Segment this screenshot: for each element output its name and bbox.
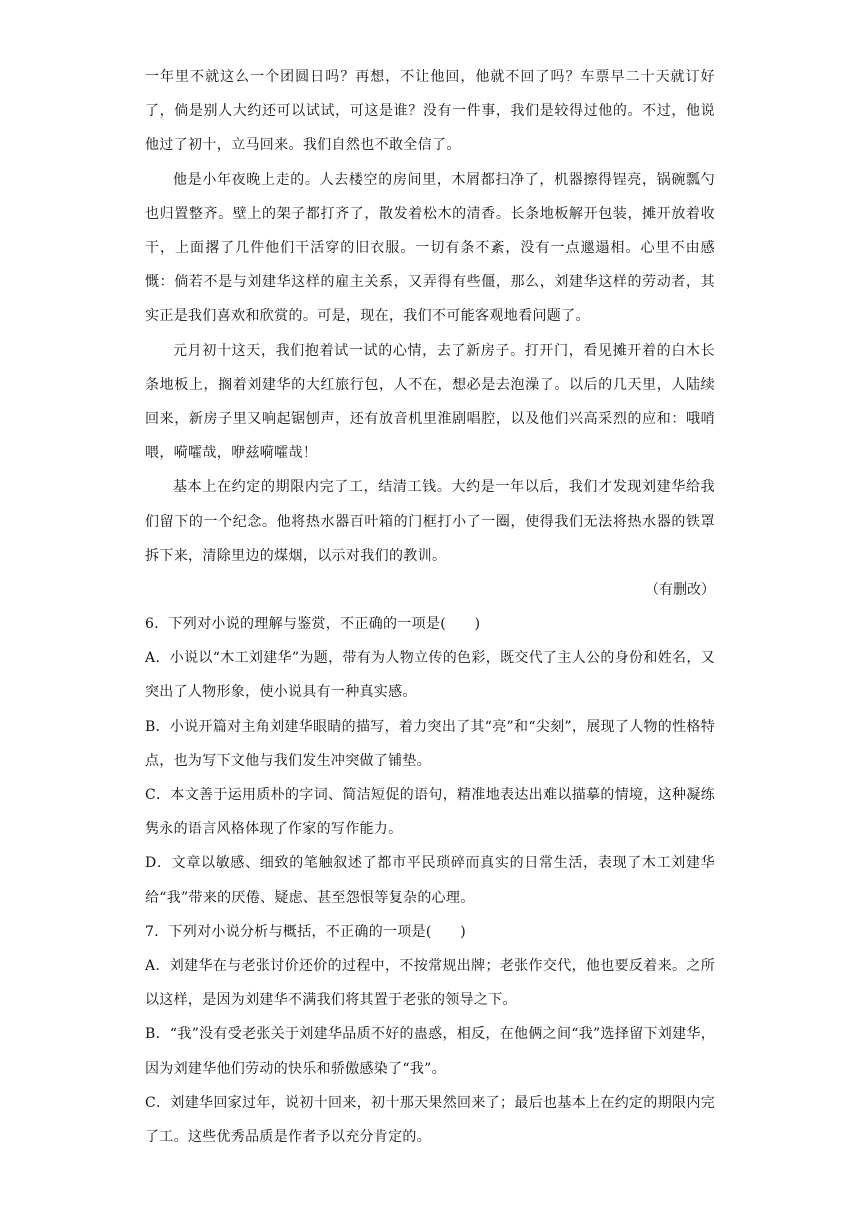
question-6-option-a: A．小说以“木工刘建华”为题，带有为人物立传的色彩，既交代了主人公的身份和姓名，又突出了人物形象，使小说具有一种真实感。 [145,650,715,701]
passage-paragraph-1: 一年里不就这么一个团圆日吗？再想，不让他回，他就不回了吗？车票早二十天就订好了，倘是别人大约还可以试试，可这是谁？没有一件事，我们是较得过他的。不过，他说他过了初十，立马回来。我们自然也不敢全信了。 [145,69,715,154]
passage-paragraph-4: 基本上在约定的期限内完了工，结清工钱。大约是一年以后，我们才发现刘建华给我们留下的一个纪念。他将热水器百叶箱的门框打小了一圈，使得我们无法将热水器的铁罩拆下来，清除里边的煤烟，以示对我们的教训。 [145,479,715,564]
question-7-option-b: B．“我”没有受老张关于刘建华品质不好的蛊惑，相反，在他俩之间“我”选择留下刘建华，因为刘建华他们劳动的快乐和骄傲感染了“我”。 [145,1026,715,1077]
passage-paragraph-2: 他是小年夜晚上走的。人去楼空的房间里，木屑都扫净了，机器擦得锃亮，锅碗瓢勺也归置整齐。壁上的架子都打齐了，散发着松木的清香。长条地板解开包装，摊开放着收干，上面撂了几件他们干活穿的旧衣服。一切有条不紊，没有一点邋遢相。心里不由感慨：倘若不是与刘建华这样的雇主关系，又弄得有些僵，那么，刘建华这样的劳动者，其实正是我们喜欢和欣赏的。可是，现在，我们不可能客观地看问题了。 [145,171,715,325]
question-6-option-b: B．小说开篇对主角刘建华眼睛的描写，着力突出了其“亮”和“尖刻”，展现了人物的性格特点，也为写下文他与我们发生冲突做了铺垫。 [145,718,715,769]
question-7-option-c: C．刘建华回家过年，说初十回来，初十那天果然回来了；最后也基本上在约定的期限内完了工。这些优秀品质是作者予以充分肯定的。 [145,1094,715,1146]
passage-paragraph-3: 元月初十这天，我们抱着试一试的心情，去了新房子。打开门，看见摊开着的白木长条地板上，搁着刘建华的大红旅行包，人不在，想必是去泡澡了。以后的几天里，人陆续回来，新房子里又响起锯刨声，还有放音机里淮剧唱腔，以及他们兴高采烈的应和：哦哨喂，嗬嚯哉，咿兹嗬嚯哉！ [145,342,715,462]
question-6-option-d: D．文章以敏感、细致的笔触叙述了都市平民琐碎而真实的日常生活，表现了木工刘建华给“我”带来的厌倦、疑虑、甚至怨恨等复杂的心理。 [145,855,715,906]
question-6-option-c: C．本文善于运用质朴的字词、简洁短促的语句，精准地表达出难以描摹的情境，这种凝练隽永的语言风格体现了作家的写作能力。 [145,787,715,838]
question-7-option-a: A．刘建华在与老张讨价还价的过程中，不按常规出牌；老张作交代，他也要反着来。之所以这样，是因为刘建华不满我们将其置于老张的领导之下。 [145,958,715,1009]
document-page [145,60,715,1154]
source-note: （有删改） [645,582,715,599]
question-6-stem: 6．下列对小说的理解与鉴赏，不正确的一项是( ) [145,616,481,633]
question-7-stem: 7．下列对小说分析与概括，不正确的一项是( ) [145,923,467,940]
